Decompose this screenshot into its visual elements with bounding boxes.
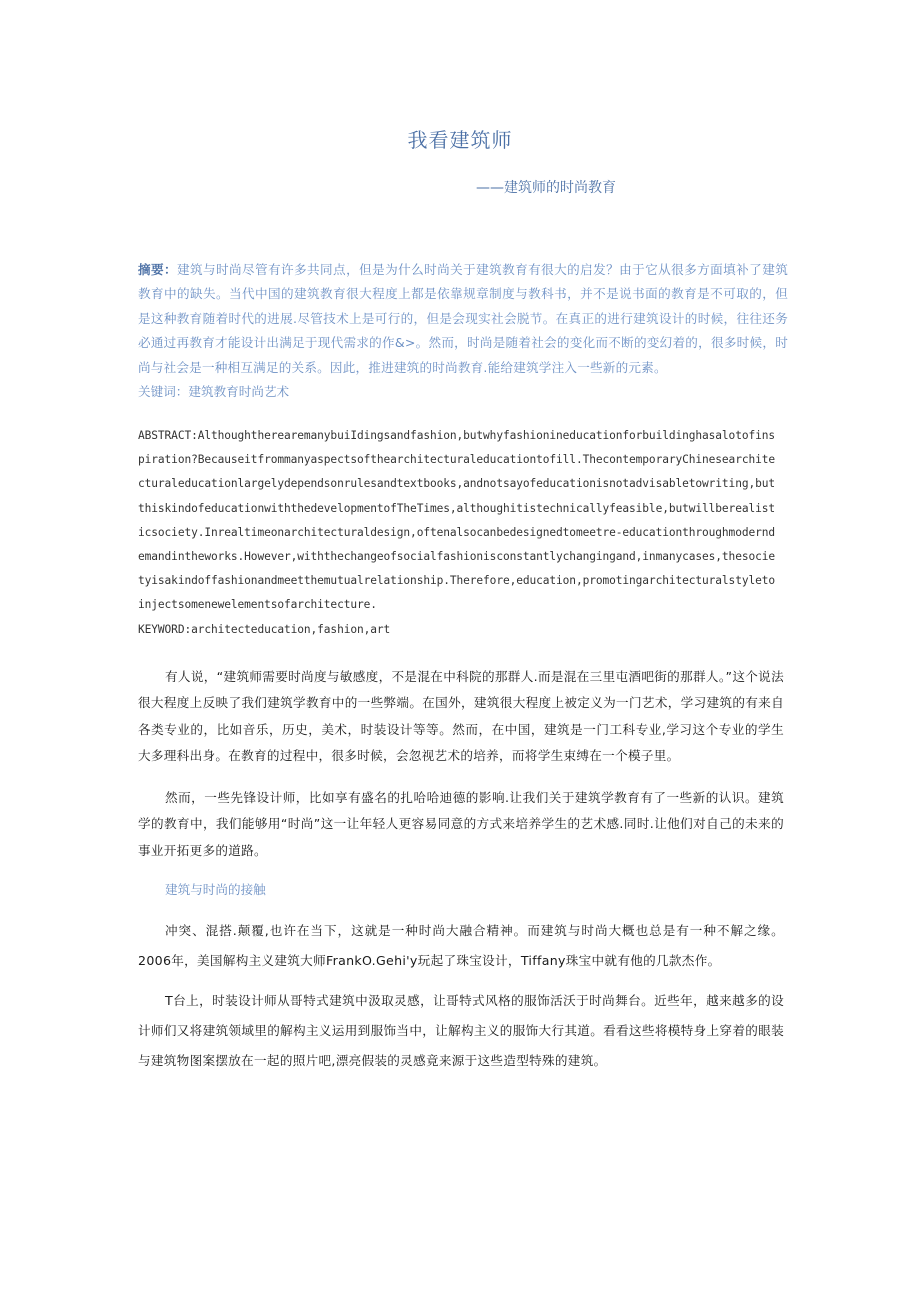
abstract-text: 建筑与时尚尽管有许多共同点，但是为什么时尚关于建筑教育有很大的启发？由于它从很多方面填补了建筑教育中的缺失。当代中国的建筑教育很大程度上都是依靠规章制度与教科书，并不是说书面的教育是不可取的，但是这种教育随着时代的进展.尽管技术上是可行的，但是会现实社会脱节。在真正的进行建筑设计的时候，往往还务必通过再教育才能设计出满足于现代需求的作&>。然而，时尚是随着社会的变化而不断的变幻着的，很多时候，时尚与社会是一种相互满足的关系。因此，推进建筑的时尚教育.能给建筑学注入一些新的元素。 — [138, 262, 788, 375]
body-paragraph-1: 有人说，“建筑师需要时尚度与敏感度，不是混在中科院的那群人.而是混在三里屯酒吧街的那群人。”这个说法很大程度上反映了我们建筑学教育中的一些弊端。在国外，建筑很大程度上被定义为一门艺术，学习建筑的有来自各类专业的，比如音乐，历史，美术，时装设计等等。然而，在中国，建筑是一门工科专业,学习这个专业的学生大多理科出身。在教育的过程中，很多时候，会忽视艺术的培养，而将学生束缚在一个模子里。 — [138, 669, 784, 764]
document-title: 我看建筑师 — [407, 128, 513, 152]
keywords-en: KEYWORD:architecteducation,fashion,art — [138, 623, 391, 636]
abstract-label: 摘要： — [138, 262, 178, 277]
body-paragraph-4: T台上，时装设计师从哥特式建筑中汲取灵感，让哥特式风格的服饰活沃于时尚舞台。近些年，越来越多的设计师们又将建筑领域里的解构主义运用到服饰当中，让解构主义的服饰大行其道。看看这些将模特身上穿着的眼装与建筑物图案摆放在一起的照片吧,漂亮假装的灵感竟来源于这些造型特殊的建筑。 — [138, 993, 784, 1068]
body-paragraph-3: 冲突、混搭.颠覆,也许在当下，这就是一种时尚大融合精神。而建筑与时尚大概也总是有一种不解之缘。2006年，美国解构主义建筑大师FrankO.Gehi'y玩起了珠宝设计，Tiffany珠宝中就有他的几款杰作。 — [138, 923, 784, 968]
abstract-zh — [138, 258, 788, 380]
keywords-zh: 关键词：建筑教育时尚艺术 — [138, 384, 290, 399]
body-paragraph-2: 然而，一些先锋设计师，比如享有盛名的扎哈哈迪德的影响.让我们关于建筑学教育有了一些新的认识。建筑学的教育中，我们能够用“时尚”这一让年轻人更容易同意的方式来培养学生的艺术感.同时.让他们对自己的未来的事业开拓更多的道路。 — [138, 790, 784, 858]
abstract-en: ABSTRACT:AlthoughtherearemanybuiIdingsandfashion,butwhyfashionineducationforbuildinghasalotofinspiration?Becauseitfrommanyaspectsofthearchitecturaleducationtofill.ThecontemporaryChinesearchitecturaleducationlargelydependsonrulesandtextbooks,andnotsayofeducationisnotadvisabletowriting,butthiskindofeducationwiththedevelopmentofTheTimes,althoughitistechnicallyfeasible,butwillberealisticsociety.Inrealtimeonarchitecturaldesign,oftenalsocanbedesignedtomeetre-educationthroughmoderndemandintheworks.However,withthechangeofsocialfashionisconstantlychangingand,inmanycases,thesocietyisakindoffashionandmeetthemutualrelationship.Therefore,education,promotingarchitecturalstyletoinjectsomenewelementsofarchitecture. — [138, 429, 776, 612]
document-subtitle: ——建筑师的时尚教育 — [476, 180, 616, 196]
section-heading: 建筑与时尚的接触 — [165, 882, 266, 897]
